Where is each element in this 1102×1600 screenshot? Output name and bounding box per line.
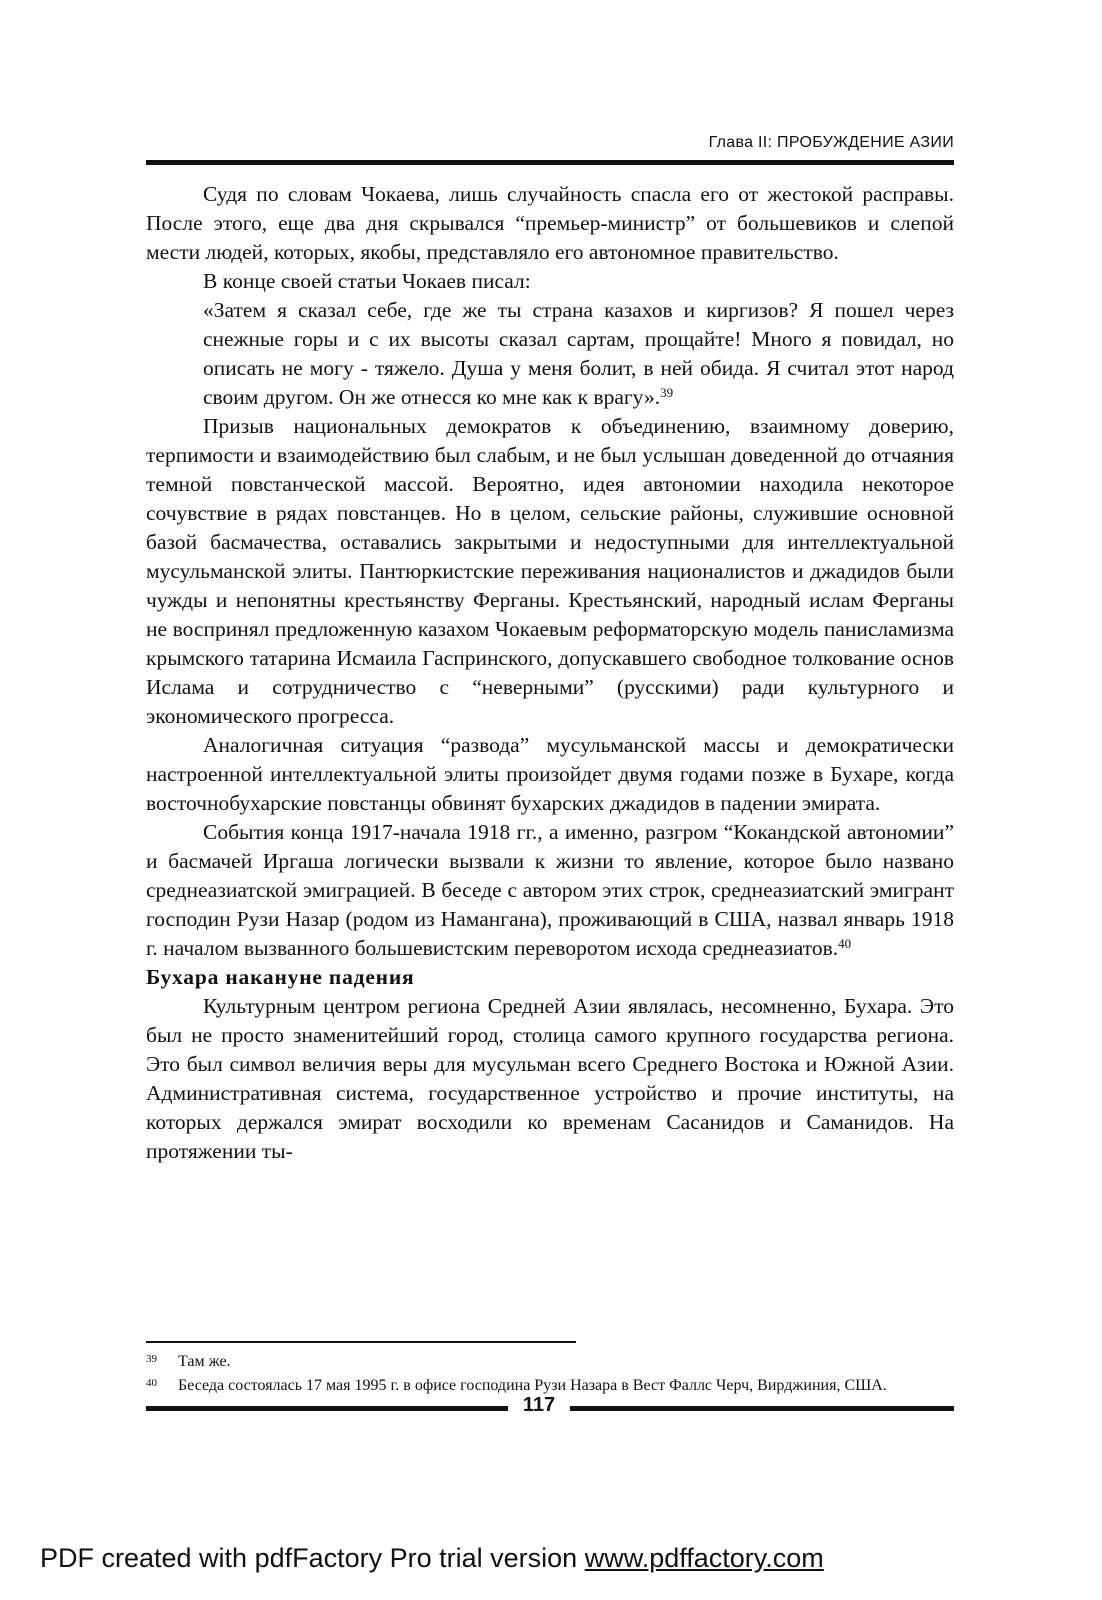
footnote (146, 1352, 954, 1372)
footnote-ref-40[interactable]: 40 (838, 936, 852, 951)
section-heading: Бухара накануне падения (146, 965, 415, 989)
footnote-ref-39[interactable]: 39 (660, 385, 674, 400)
running-header: Глава II: ПРОБУЖДЕНИЕ АЗИИ (708, 134, 954, 151)
page-number: 117 (522, 1394, 556, 1416)
paragraph-6: Культурным центром региона Средней Азии являлась, несомненно, Бухара. Это был не просто знаменитейший город, столица самого крупного государства региона. Это был символ величия веры для мусульман всего Среднего Востока и Южной Азии. Административная система, государственное устройство и прочие институты, на которых держался эмират восходили ко временам Сасанидов и Саманидов. На протяжении ты- (146, 994, 954, 1163)
watermark-link[interactable]: www.pdffactory.com (584, 1543, 824, 1573)
watermark-text: PDF created with pdfFactory Pro trial version (40, 1543, 585, 1573)
footer-rule-right (570, 1406, 954, 1411)
footnote-number: 39 (146, 1353, 157, 1365)
footnote-text: Там же. (178, 1353, 231, 1370)
footnote (146, 1376, 954, 1396)
footnote-rule (146, 1341, 576, 1343)
paragraph-5 (146, 818, 954, 963)
footnote-number: 40 (146, 1377, 157, 1389)
paragraph-4: Аналогичная ситуация “развода” мусульманской массы и демократически настроенной интеллектуальной элиты произойдет двумя годами позже в Бухаре, когда восточнобухарские повстанцы обвинят бухарских джадидов в падении эмирата. (146, 733, 954, 815)
header-rule (146, 160, 954, 165)
paragraph-2: В конце своей статьи Чокаев писал: (203, 269, 531, 293)
quote-text: «Затем я сказал себе, где же ты страна казахов и киргизов? Я пошел через снежные горы и с их высоты сказал сартам, прощайте! Много я повидал, но описать не могу - тяжело. Душа у меня болит, в ней обида. Я считал этот народ своим другом. Он же отнесся ко мне как к врагу». (203, 298, 954, 409)
block-quote (146, 296, 954, 412)
paragraph-3: Призыв национальных демократов к объединению, взаимному доверию, терпимости и взаимодействию был слабым, и не был услышан доведенной до отчаяния темной повстанческой массой. Вероятно, идея автономии находила некоторое сочувствие в рядах повстанцев. Но в целом, сельские районы, служившие основной базой басмачества, оставались закрытыми и недоступными для интеллектуальной мусульманской элиты. Пантюркистские переживания националистов и джадидов были чужды и непонятны крестьянству Ферганы. Крестьянский, народный ислам Ферганы не воспринял предложенную казахом Чокаевым реформаторскую модель панисламизма крымского татарина Исмаила Гаспринского, допускавшего свободное толкование основ Ислама и сотрудничество с “неверными” (русскими) ради культурного и экономического прогресса. (146, 414, 954, 728)
pdf-watermark (40, 1543, 824, 1574)
paragraph-5-text: События конца 1917-начала 1918 гг., а именно, разгром “Кокандской автономии” и басмачей Иргаша логически вызвали к жизни то явление, которое было названо среднеазиатской эмиграцией. В беседе с автором этих строк, среднеазиатский эмигрант господин Рузи Назар (родом из Намангана), проживающий в США, назвал январь 1918 г. началом вызванного большевистским переворотом исхода среднеазиатов. (146, 820, 954, 960)
footer-rule-left (146, 1406, 508, 1411)
body-text (146, 180, 954, 1166)
footnotes (146, 1352, 954, 1400)
paragraph-1: Судя по словам Чокаева, лишь случайность спасла его от жестокой расправы. После этого, еще два дня скрывался “премьер-министр” от большевиков и слепой мести людей, которых, якобы, представляло его автономное правительство. (146, 182, 954, 264)
footnote-text: Беседа состоялась 17 мая 1995 г. в офисе господина Рузи Назара в Вест Фаллс Черч, Вирджиния, США. (178, 1377, 887, 1394)
